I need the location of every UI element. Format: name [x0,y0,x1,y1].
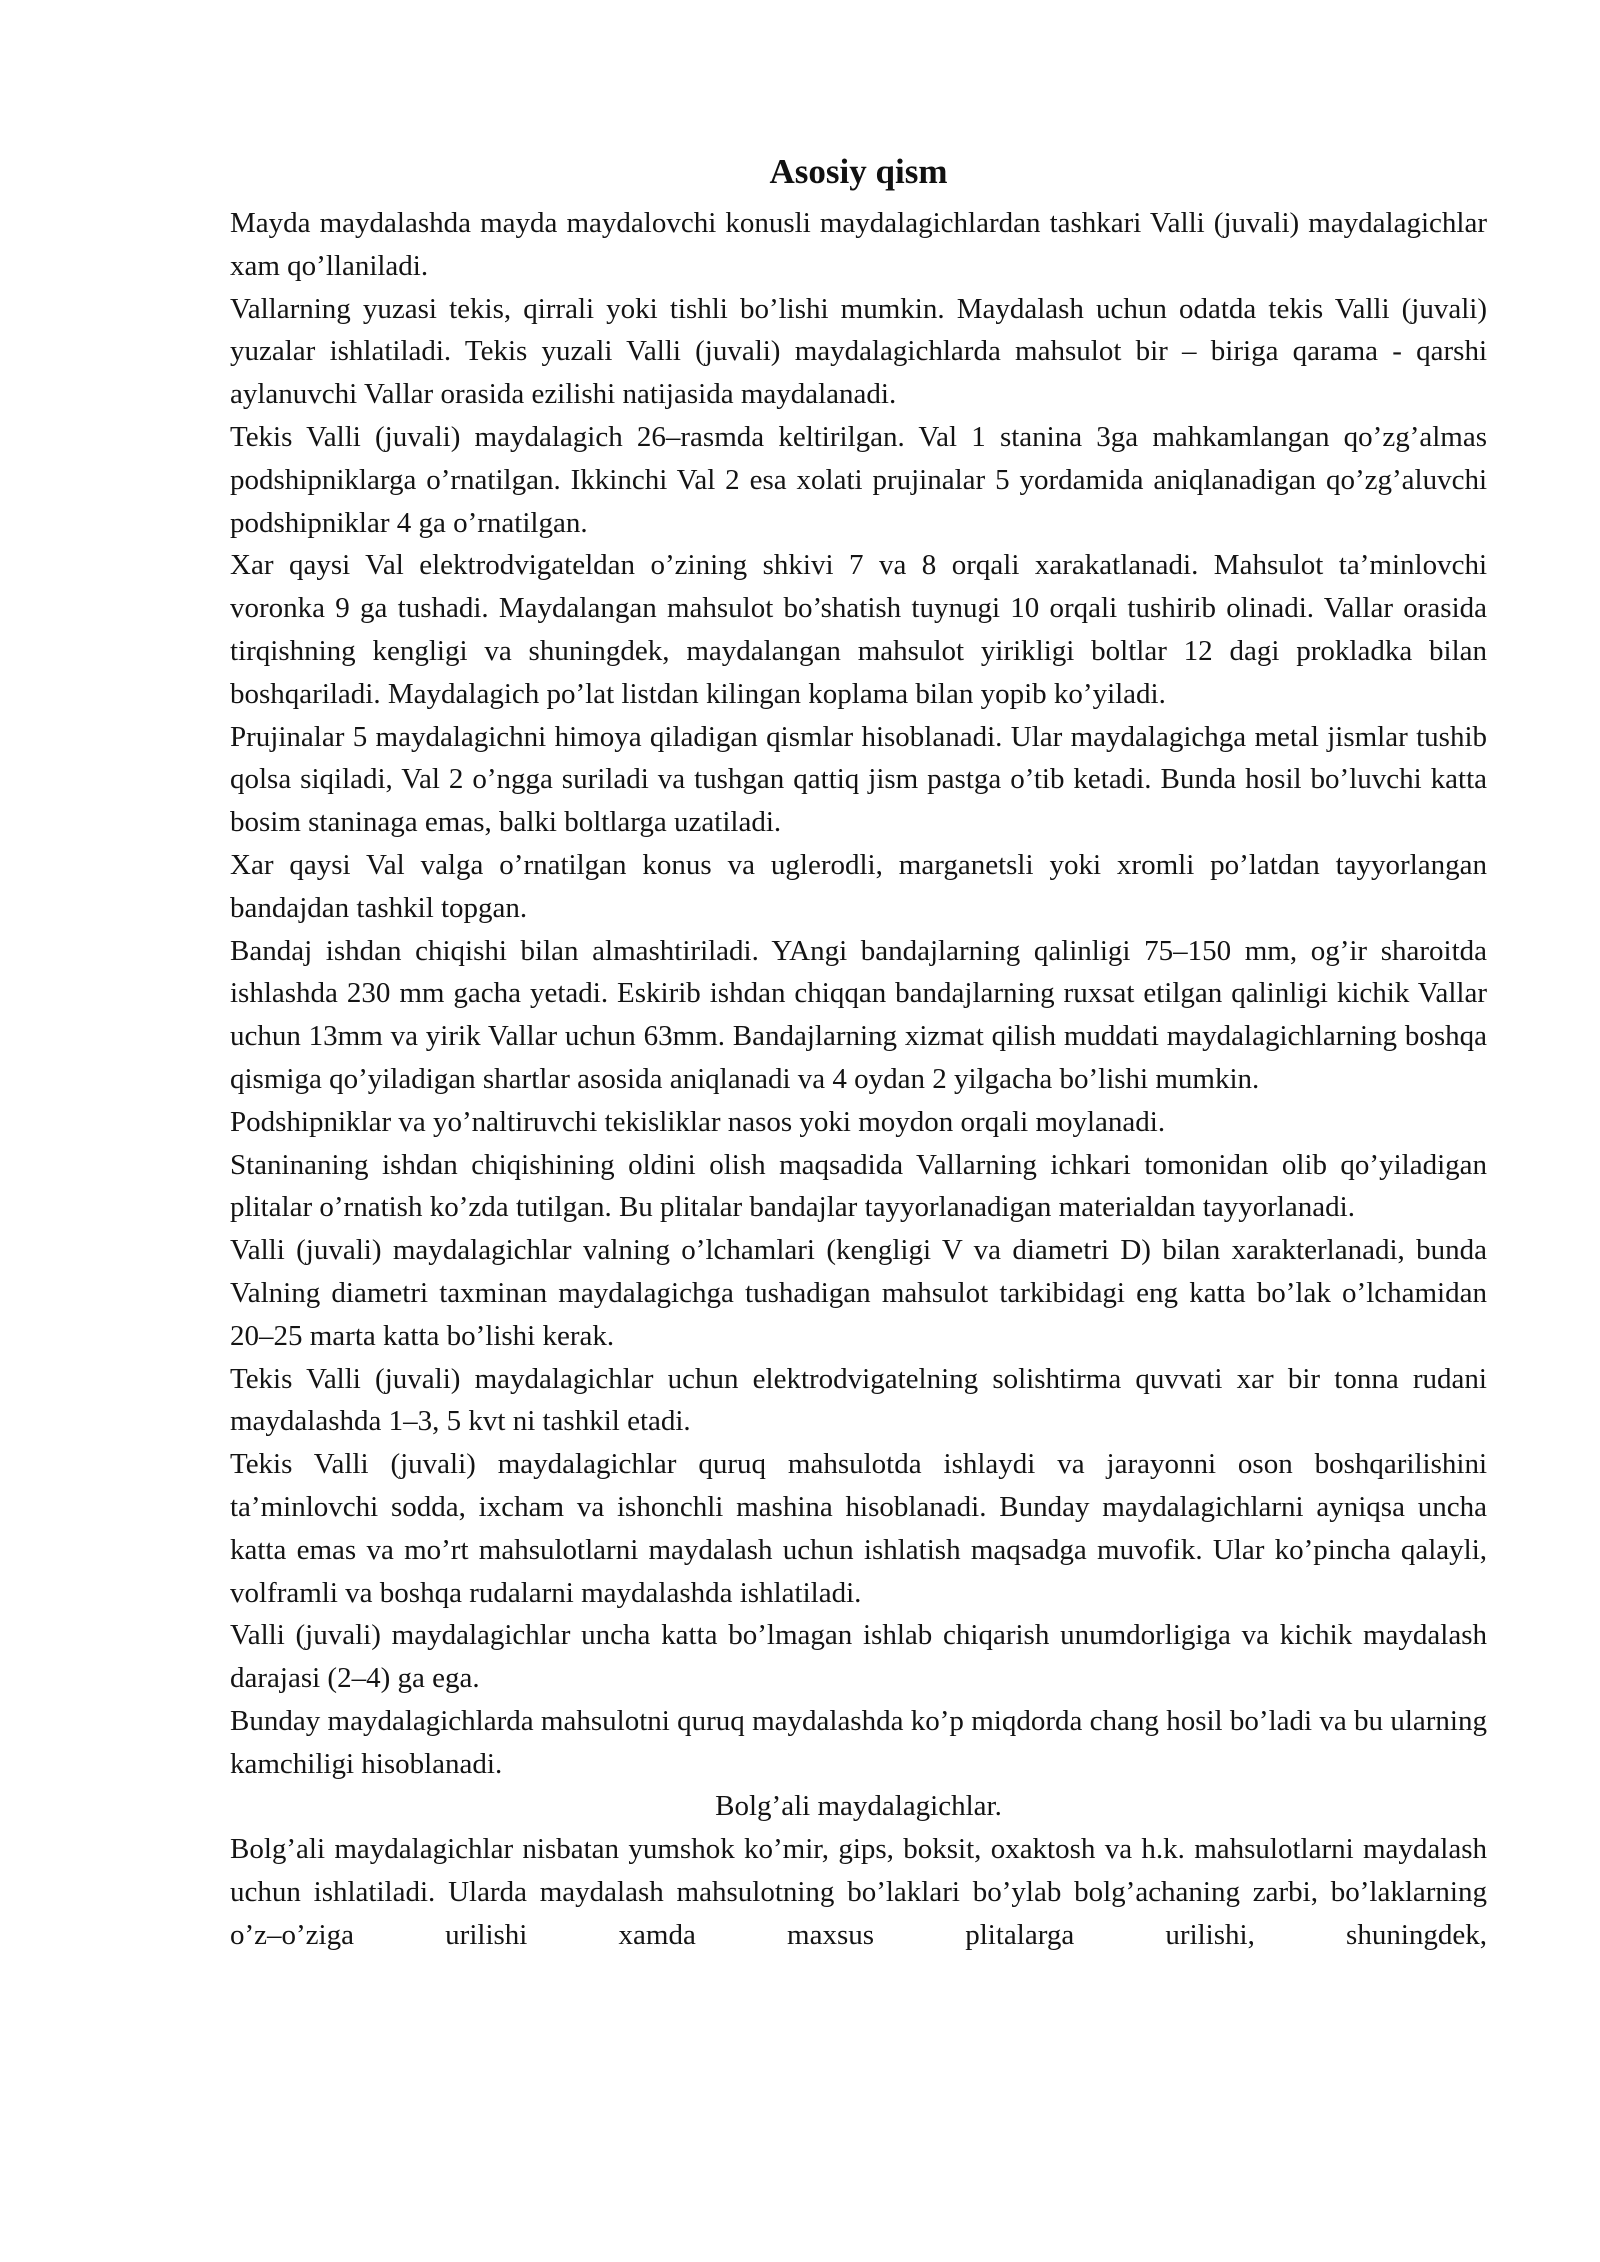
paragraph-6: Xar qaysi Val valga o’rnatilgan konus va uglerodli, marganetsli yoki xromli po’latdan tayyorlangan bandajdan tashkil topgan. [230,848,1487,924]
paragraph-9: Staninaning ishdan chiqishining oldini olish maqsadida Vallarning ichkari tomonidan olib qo’yiladigan plitalar o’rnatish ko’zda tutilgan. Bu plitalar bandajlar tayyorlanadigan materialdan tayyorlanadi. [230,1148,1487,1224]
paragraph-8: Podshipniklar va yo’naltiruvchi tekisliklar nasos yoki moydon orqali moylanadi. [230,1105,1166,1138]
paragraph-3: Tekis Valli (juvali) maydalagich 26–rasmda keltirilgan. Val 1 stanina 3ga mahkamlangan qo’zg’almas podshipniklarga o’rnatilgan. Ikkinchi Val 2 esa xolati prujinalar 5 yordamida aniqlanadigan qo’zg’aluvchi podshipniklar 4 ga o’rnatilgan. [230,420,1487,539]
paragraph-10: Valli (juvali) maydalagichlar valning o’lchamlari (kengligi V va diametri D) bilan xarakterlanadi, bunda Valning diametri taxminan maydalagichga tushadigan mahsulot tarkibidagi eng katta bo’lak o’lchamidan 20–25 marta katta bo’lishi kerak. [230,1234,1487,1352]
paragraph-12: Tekis Valli (juvali) maydalagichlar quruq mahsulotda ishlaydi va jarayonni oson boshqarilishini ta’minlovchi sodda, ixcham va ishonchli mashina hisoblanadi. Bunday maydalagichlarni ayniqsa uncha katta emas va mo’rt mahsulotlarni maydalash uchun ishlatish maqsadga muvofik. Ular ko’pincha qalayli, volframli va boshqa rudalarni maydalashda ishlatiladi. [230,1448,1487,1609]
paragraph-15: Bolg’ali maydalagichlar nisbatan yumshok ko’mir, gips, boksit, oxaktosh va h.k. mahsulotlarni maydalash uchun ishlatiladi. Ularda maydalash mahsulotning bo’laklari bo’ylab bolg’achaning zarbi, bo’laklarning o’z–o’ziga urilishi xamda maxsus plitalarga urilishi, shuningdek, [230,1833,1487,1951]
paragraph-5: Prujinalar 5 maydalagichni himoya qiladigan qismlar hisoblanadi. Ular maydalagichga metal jismlar tushib qolsa siqiladi, Val 2 o’ngga suriladi va tushgan qattiq jism pastga o’tib ketadi. Bunda hosil bo’luvchi katta bosim staninaga emas, balki boltlarga uzatiladi. [230,720,1487,839]
paragraph-1: Mayda maydalashda mayda maydalovchi konusli maydalagichlardan tashkari Valli (juvali) maydalagichlar xam qo’llaniladi. [230,207,1487,282]
paragraph-2: Vallarning yuzasi tekis, qirrali yoki tishli bo’lishi mumkin. Maydalash uchun odatda tekis Valli (juvali) yuzalar ishlatiladi. Tekis yuzali Valli (juvali) maydalagichlarda mahsulot bir – biriga qarama - qarshi aylanuvchi Vallar orasida ezilishi natijasida maydalanadi. [230,292,1487,411]
page-title: Asosiy qism [769,152,948,191]
document-body [230,148,1487,1957]
paragraph-7: Bandaj ishdan chiqishi bilan almashtiriladi. YAngi bandajlarning qalinligi 75–150 mm, og’ir sharoitda ishlashda 230 mm gacha yetadi. Eskirib ishdan chiqqan bandajlarning ruxsat etilgan qalinligi kichik Vallar uchun 13mm va yirik Vallar uchun 63mm. Bandajlarning xizmat qilish muddati maydalagichlarning boshqa qismiga qo’yiladigan shartlar asosida aniqlanadi va 4 oydan 2 yilgacha bo’lishi mumkin. [230,934,1487,1095]
section-subheading: Bolg’ali maydalagichlar. [715,1790,1002,1823]
paragraph-13: Valli (juvali) maydalagichlar uncha katta bo’lmagan ishlab chiqarish unumdorligiga va kichik maydalash darajasi (2–4) ga ega. [230,1619,1487,1695]
paragraph-14: Bunday maydalagichlarda mahsulotni quruq maydalashda ko’p miqdorda chang hosil bo’ladi va bu ularning kamchiligi hisoblanadi. [230,1704,1487,1780]
paragraph-11: Tekis Valli (juvali) maydalagichlar uchun elektrodvigatelning solishtirma quvvati xar bir tonna rudani maydalashda 1–3, 5 kvt ni tashkil etadi. [230,1362,1487,1438]
paragraph-4: Xar qaysi Val elektrodvigateldan o’zining shkivi 7 va 8 orqali xarakatlanadi. Mahsulot ta’minlovchi voronka 9 ga tushadi. Maydalangan mahsulot bo’shatish tuynugi 10 orqali tushirib olinadi. Vallar orasida tirqishning kengligi va shuningdek, maydalangan mahsulot yirikligi boltlar 12 dagi prokladka bilan boshqariladi. Maydalagich po’lat listdan kilingan koplama bilan yopib ko’yiladi. [230,549,1487,710]
